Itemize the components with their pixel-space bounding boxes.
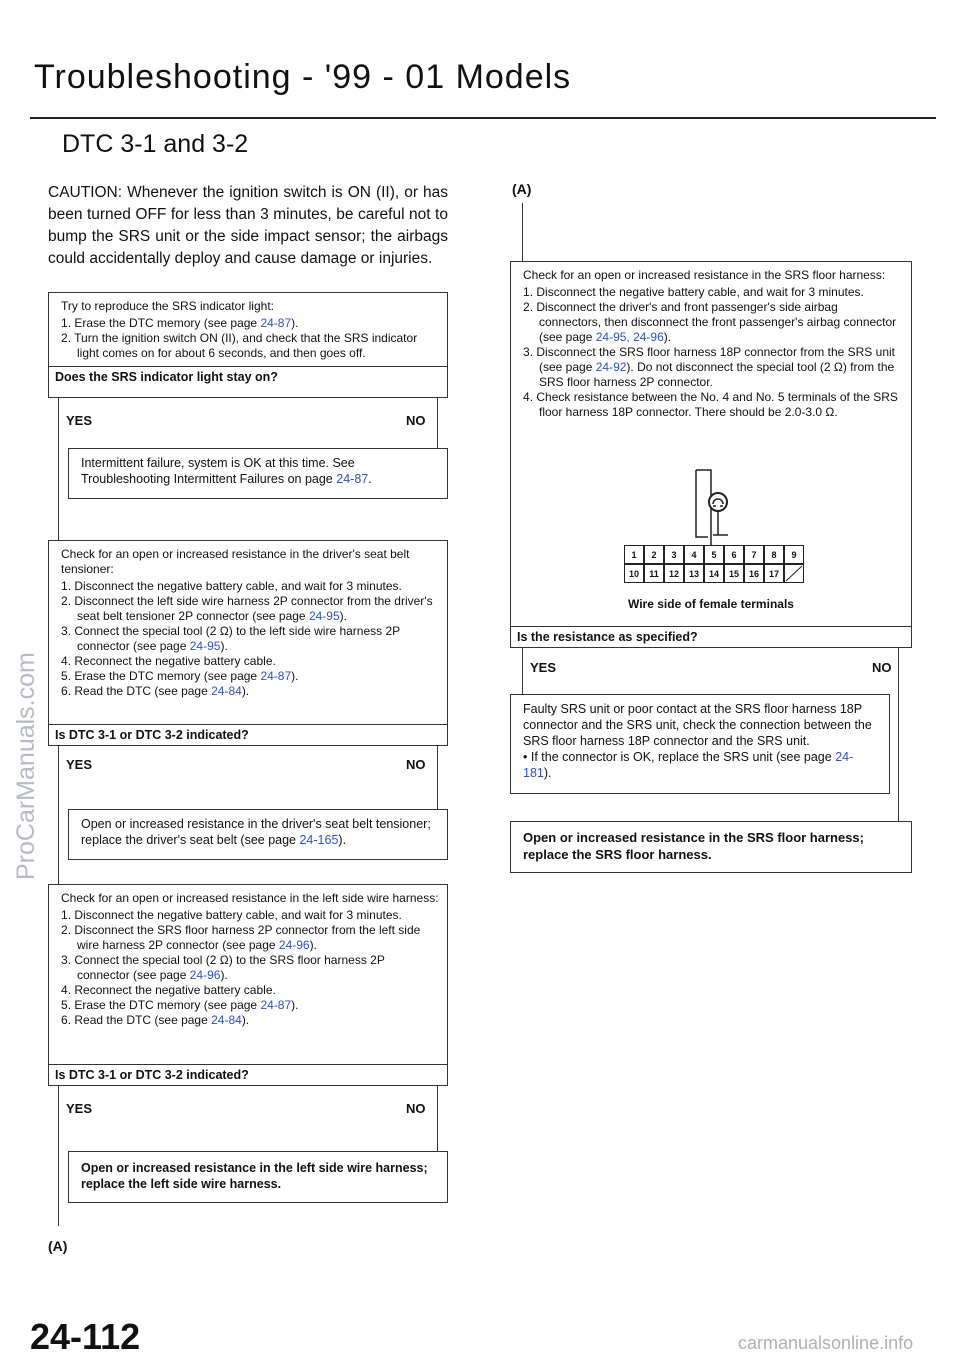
step-text: ).: [338, 833, 347, 847]
step-text: ).: [220, 639, 228, 653]
step-text: Disconnect the driver's and front passenger's side airbag connectors, then disconnect the front passenger's airbag connector (see page: [536, 300, 897, 344]
page-link[interactable]: 24-87: [260, 316, 292, 330]
pin: 9: [784, 545, 804, 564]
pin: 10: [624, 564, 644, 583]
question: Is DTC 3-1 or DTC 3-2 indicated?: [49, 724, 447, 745]
step-item: [523, 390, 903, 420]
no-label: NO: [406, 413, 426, 428]
watermark: ProCarManuals.com: [12, 652, 40, 880]
page-link[interactable]: 24-95: [308, 609, 340, 623]
connector-label-a-top: (A): [512, 181, 532, 197]
pin: 4: [684, 545, 704, 564]
step-text: ). Do not disconnect the special tool (2 Ω) from the SRS floor harness 2P connector.: [539, 360, 895, 389]
page-link[interactable]: 24-181: [523, 750, 854, 780]
step-text: • If the connector is OK, replace the SRS unit (see page: [523, 750, 836, 764]
step-text: Disconnect the negative battery cable, and wait for 3 minutes.: [536, 285, 864, 299]
step-item: [523, 285, 903, 300]
page-number: 24-112: [30, 1316, 141, 1357]
step-text: Read the DTC (see page: [74, 684, 212, 698]
pin-blank: [784, 564, 804, 583]
step-text: Disconnect the SRS floor harness 2P connector from the left side wire harness 2P connector (see page: [74, 923, 421, 952]
page-link[interactable]: 24-96: [278, 938, 310, 952]
step-text: Disconnect the negative battery cable, and wait for 3 minutes.: [74, 579, 402, 593]
step-item: [61, 594, 439, 624]
pin: 8: [764, 545, 784, 564]
step-item: [61, 983, 439, 998]
step-text: ).: [220, 968, 228, 982]
diagram-caption: Wire side of female terminals: [628, 597, 794, 611]
result-box-intermittent: [68, 448, 448, 499]
step-item: [61, 908, 439, 923]
step-text: ).: [291, 998, 299, 1012]
result-box-tensioner: [68, 809, 448, 860]
no-label: NO: [872, 660, 892, 675]
step-item: [61, 316, 439, 331]
step-text: Intermittent failure, system is OK at this time. See Troubleshooting Intermittent Failures on page: [81, 456, 355, 486]
box-intro: Check for an open or increased resistance in the left side wire harness:: [61, 891, 439, 905]
flow-line: [58, 746, 59, 886]
pin: 6: [724, 545, 744, 564]
pin: 14: [704, 564, 724, 583]
step-text: ).: [543, 766, 552, 780]
pin: 2: [644, 545, 664, 564]
flow-line: [437, 1086, 438, 1151]
step-item: [61, 331, 439, 361]
page-link[interactable]: 24-87: [260, 669, 292, 683]
flow-line: [522, 648, 523, 700]
step-text: Connect the special tool (2 Ω) to the SRS floor harness 2P connector (see page: [74, 953, 385, 982]
step-item: [61, 998, 439, 1013]
pin: 13: [684, 564, 704, 583]
page-link[interactable]: 24-165: [299, 833, 339, 847]
step-text: Erase the DTC memory (see page: [74, 998, 261, 1012]
pin: 16: [744, 564, 764, 583]
step-item: [61, 1013, 439, 1028]
box-intro: Try to reproduce the SRS indicator light:: [61, 299, 274, 313]
step-box-left-harness-check: [48, 884, 448, 1086]
step-text: Disconnect the negative battery cable, and wait for 3 minutes.: [74, 908, 402, 922]
step-text: ).: [241, 684, 250, 698]
step-text: .: [368, 472, 372, 486]
connector-label-a-bottom: (A): [48, 1238, 68, 1254]
yes-label: YES: [66, 413, 93, 428]
page-link[interactable]: 24-87: [260, 998, 292, 1012]
step-item: [61, 684, 439, 699]
step-text: Erase the DTC memory (see page: [74, 669, 261, 683]
step-item: [61, 579, 439, 594]
result-box-left-harness: Open or increased resistance in the left side wire harness; replace the left side wire harness.: [68, 1151, 448, 1203]
pin: 11: [644, 564, 664, 583]
box-intro: Check for an open or increased resistance in the SRS floor harness:: [523, 268, 886, 282]
step-text: Read the DTC (see page: [74, 1013, 212, 1027]
result-box-floor-harness: Open or increased resistance in the SRS floor harness; replace the SRS floor harness.: [510, 821, 912, 873]
step-item: [61, 923, 439, 953]
step-text: ).: [241, 1013, 250, 1027]
result-box-faulty-unit: Faulty SRS unit or poor contact at the SRS floor harness 18P connector and the SRS unit, check the connection between the SRS floor harness 18P connector and the SRS unit. • If the connector is OK, replace the SRS unit (see page 24-181).: [510, 694, 890, 794]
pin: 12: [664, 564, 684, 583]
step-item: [523, 300, 903, 345]
page-subtitle: DTC 3-1 and 3-2: [62, 130, 249, 158]
yes-label: YES: [66, 757, 93, 772]
step-text: Connect the special tool (2 Ω) to the left side wire harness 2P connector (see page: [74, 624, 400, 653]
flow-line: [58, 398, 59, 546]
step-item: [61, 654, 439, 669]
question: Does the SRS indicator light stay on?: [49, 366, 447, 387]
question: Is the resistance as specified?: [511, 626, 911, 647]
page-link[interactable]: 24-87: [336, 472, 369, 486]
page-link[interactable]: 24-95, 24-96: [595, 330, 664, 344]
step-text: Erase the DTC memory (see page: [74, 316, 261, 330]
yes-label: YES: [530, 660, 557, 675]
page-link[interactable]: 24-95: [189, 639, 221, 653]
pin: 17: [764, 564, 784, 583]
step-text: ).: [309, 938, 317, 952]
flow-line: [522, 203, 523, 261]
box-intro: Check for an open or increased resistance in the driver's seat belt tensioner:: [61, 547, 410, 576]
step-item: [61, 953, 439, 983]
title-rule: [30, 117, 936, 119]
step-text: Open or increased resistance in the driver's seat belt tensioner; replace the driver's seat belt (see page: [81, 817, 431, 847]
step-text: Turn the ignition switch ON (II), and check that the SRS indicator light comes on for about 6 seconds, and then goes off.: [74, 331, 418, 360]
step-item: [61, 624, 439, 654]
ohmmeter-probe: [600, 465, 730, 550]
step-text: ).: [663, 330, 672, 344]
step-box-floor-harness-check: [510, 261, 912, 648]
yes-label: YES: [66, 1101, 93, 1116]
step-box-reproduce: [48, 292, 448, 398]
step-text: Check resistance between the No. 4 and No. 5 terminals of the SRS floor harness 18P connector. There should be 2.0-3.0 Ω.: [536, 390, 898, 419]
flow-line: [437, 746, 438, 809]
caution-text: CAUTION: Whenever the ignition switch is ON (II), or has been turned OFF for less than 3 minutes, be careful not to bump the SRS unit or the side impact sensor; the airbags could accidentally deploy and cause damage or injuries.: [48, 184, 448, 267]
step-item: [61, 669, 439, 684]
step-text: Disconnect the SRS floor harness 18P connector from the SRS unit (see page: [536, 345, 895, 374]
pin: 5: [704, 545, 724, 564]
step-text: Reconnect the negative battery cable.: [74, 983, 276, 997]
step-box-tensioner-check: [48, 540, 448, 746]
page-title: Troubleshooting - '99 - 01 Models: [34, 58, 572, 96]
no-label: NO: [406, 1101, 426, 1116]
page-link[interactable]: 24-84: [211, 684, 242, 698]
pin: 3: [664, 545, 684, 564]
pin: 15: [724, 564, 744, 583]
step-text: Reconnect the negative battery cable.: [74, 654, 276, 668]
step-text: ).: [339, 609, 347, 623]
flow-line: [898, 648, 899, 821]
step-text: ).: [291, 669, 299, 683]
page-link[interactable]: 24-92: [595, 360, 627, 374]
page-link[interactable]: 24-96: [189, 968, 221, 982]
flow-line: [437, 398, 438, 448]
pin: 7: [744, 545, 764, 564]
page-link[interactable]: 24-84: [211, 1013, 242, 1027]
pin: 1: [624, 545, 644, 564]
step-text: ).: [291, 316, 299, 330]
question: Is DTC 3-1 or DTC 3-2 indicated?: [49, 1064, 447, 1085]
flow-line: [58, 1086, 59, 1226]
footer-site: carmanualsonline.info: [738, 1333, 914, 1353]
no-label: NO: [406, 757, 426, 772]
step-text: Disconnect the left side wire harness 2P connector from the driver's seat belt tensioner 2P connector (see page: [74, 594, 433, 623]
step-item: [523, 345, 903, 390]
